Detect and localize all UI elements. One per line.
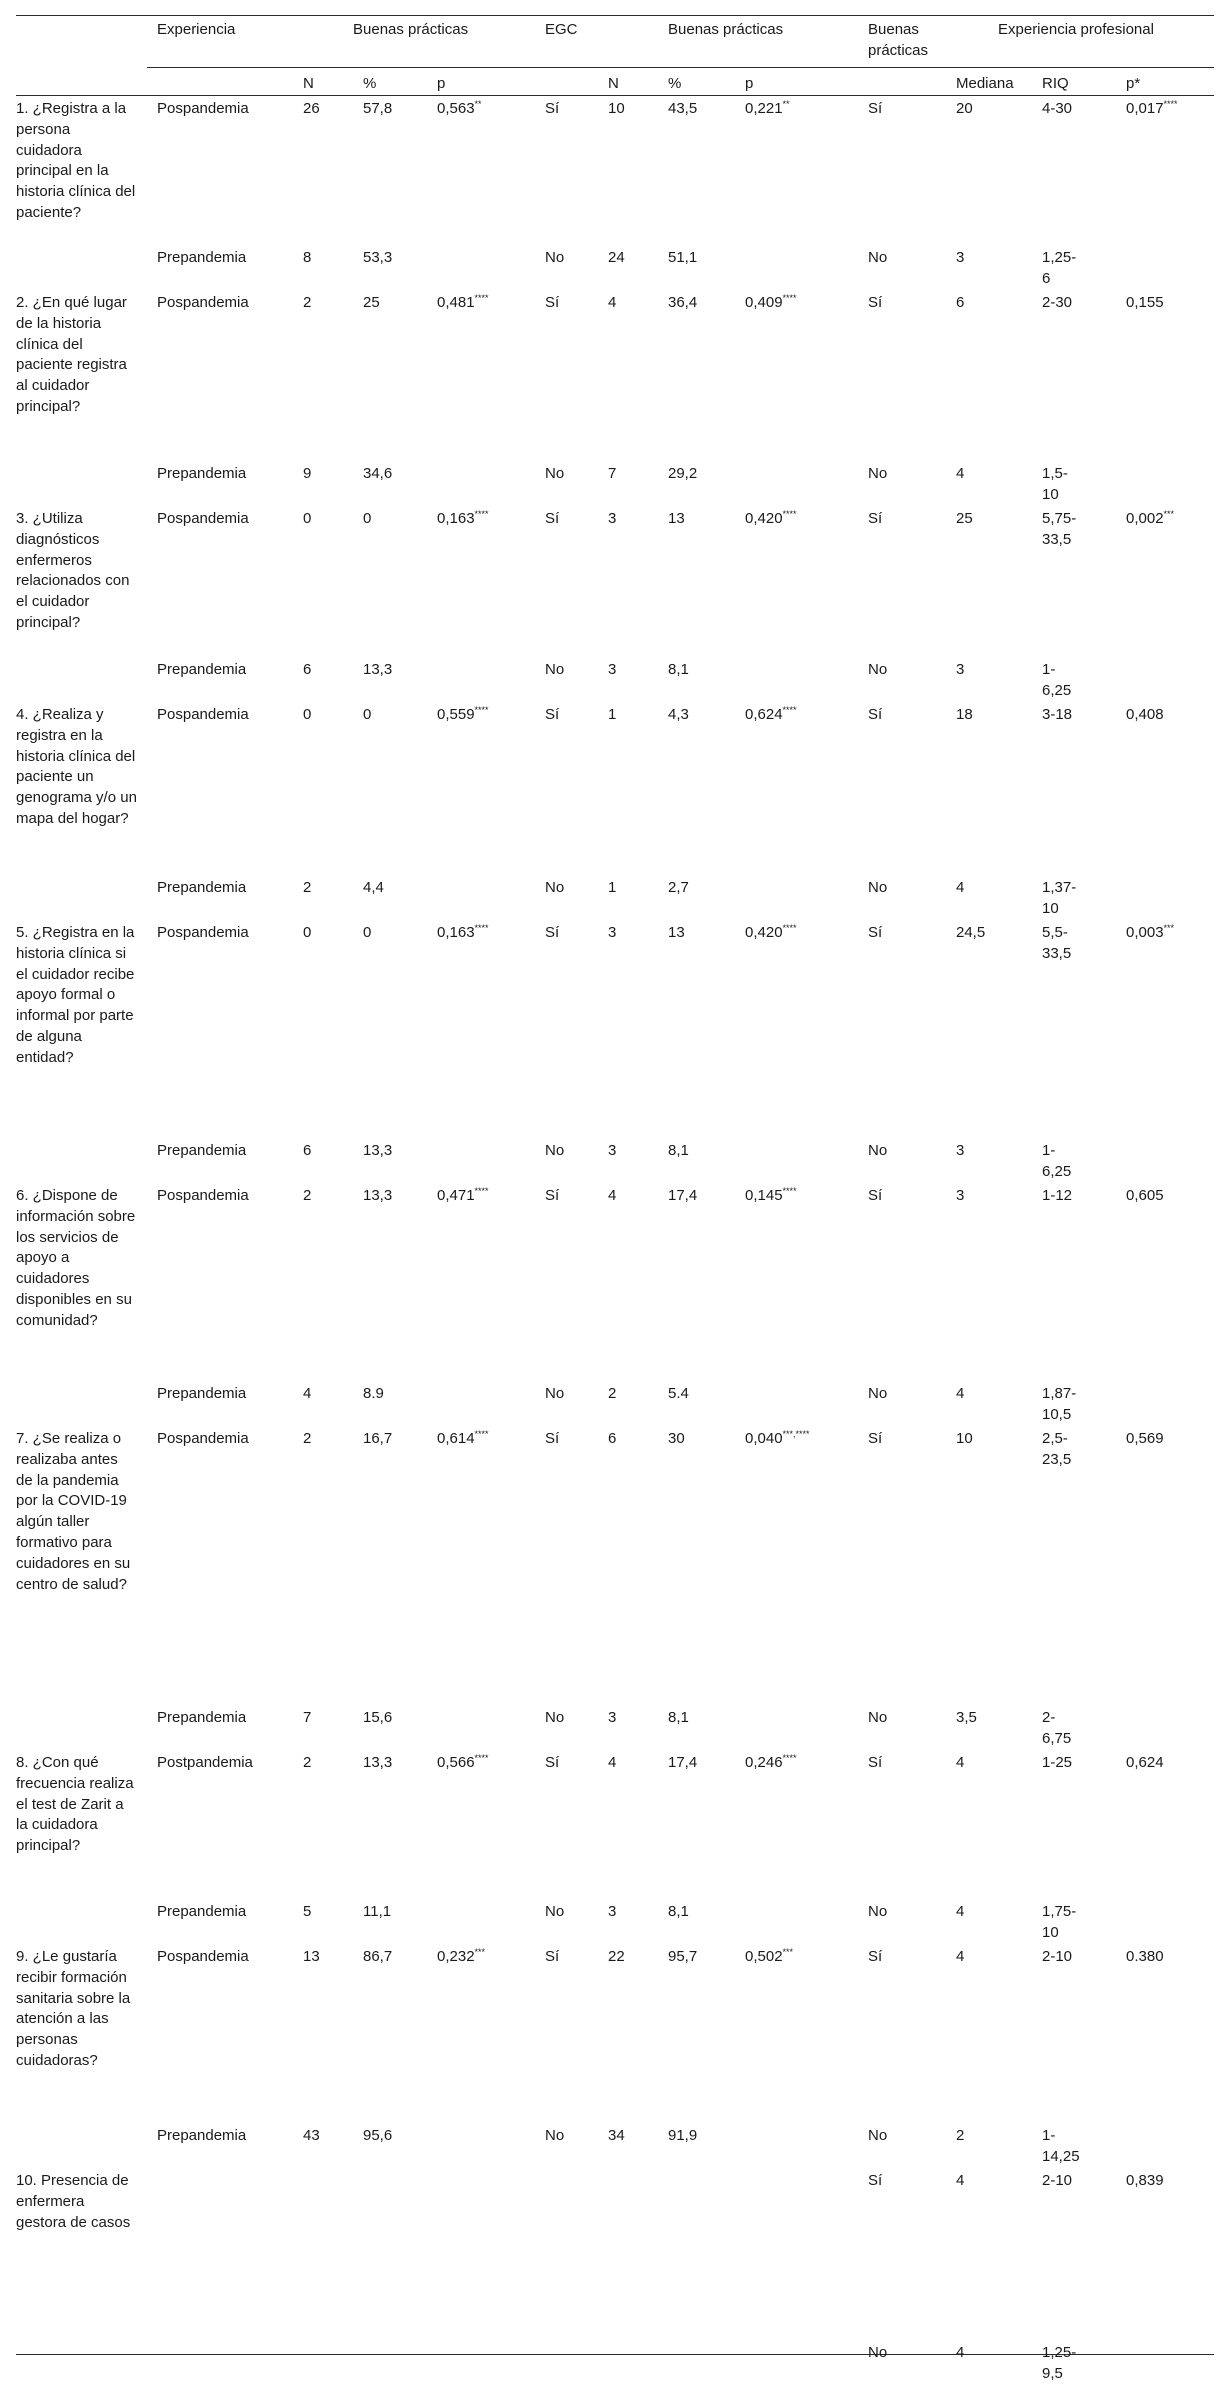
- cell-mediana: 3: [956, 249, 965, 266]
- cell-mediana: 4: [956, 1948, 965, 1965]
- cell-egc: No: [545, 661, 565, 678]
- question-label: 8. ¿Con qué frecuencia realiza el test de Zarit a la cuidadora principal?: [16, 1754, 134, 1855]
- cell-mediana: 20: [956, 100, 973, 117]
- cell-pct-2: 17,4: [668, 1187, 698, 1204]
- cell-buenas-practicas: Sí: [868, 2172, 883, 2189]
- header-bottom-rule: [16, 95, 1214, 96]
- cell-p-1: [437, 1753, 489, 1774]
- question-label: 5. ¿Registra en la historia clínica si el cuidador recibe apoyo formal o informal por parte de alguna entidad?: [16, 924, 135, 1066]
- cell-pct-2: 13: [668, 510, 685, 527]
- cell-pct-2: 13: [668, 924, 685, 941]
- cell-p-1-significance: ****: [474, 923, 489, 933]
- cell-n-2: 4: [608, 1187, 617, 1204]
- header-experiencia: Experiencia: [157, 21, 236, 38]
- cell-p-1-value: 0,559: [437, 706, 475, 723]
- cell-pct-2: 8,1: [668, 1709, 689, 1726]
- cell-p-1: [437, 293, 489, 314]
- cell-pct-1: 0: [363, 510, 372, 527]
- cell-p-1-value: 0,163: [437, 510, 475, 527]
- cell-p-1-significance: ****: [474, 1753, 489, 1763]
- cell-n-2: 3: [608, 1709, 617, 1726]
- cell-p-1: [437, 705, 489, 726]
- cell-egc: Sí: [545, 1754, 560, 1771]
- cell-riq: 1,25-6: [1042, 249, 1077, 287]
- cell-n-2: 2: [608, 1385, 617, 1402]
- cell-p-star: [1126, 923, 1174, 944]
- cell-n-1: 6: [303, 661, 312, 678]
- cell-riq: 1,75-10: [1042, 1903, 1077, 1941]
- cell-mediana: 18: [956, 706, 973, 723]
- cell-riq: 4-30: [1042, 100, 1073, 117]
- cell-experiencia: Pospandemia: [157, 924, 249, 941]
- cell-n-1: 13: [303, 1948, 320, 1965]
- question-label: 10. Presencia de enfermera gestora de casos: [16, 2172, 131, 2231]
- cell-p-1-significance: ****: [474, 293, 489, 303]
- cell-buenas-practicas: No: [868, 249, 888, 266]
- cell-mediana: 3: [956, 1142, 965, 1159]
- cell-experiencia: Prepandemia: [157, 249, 247, 266]
- cell-buenas-practicas: Sí: [868, 706, 883, 723]
- cell-p-star-value: 0,003: [1126, 924, 1164, 941]
- cell-p-1-significance: ***: [474, 1947, 486, 1957]
- cell-p-2-value: 0,420: [745, 510, 783, 527]
- cell-p-star-value: 0,839: [1126, 2172, 1164, 2189]
- cell-pct-1: 15,6: [363, 1709, 393, 1726]
- cell-n-1: 2: [303, 1187, 312, 1204]
- cell-pct-1: 0: [363, 706, 372, 723]
- cell-mediana: 4: [956, 465, 965, 482]
- cell-mediana: 3,5: [956, 1709, 977, 1726]
- cell-riq: 5,5-33,5: [1042, 924, 1072, 962]
- cell-riq: 1-6,25: [1042, 661, 1072, 699]
- cell-egc: No: [545, 249, 565, 266]
- cell-pct-1: 8.9: [363, 1385, 384, 1402]
- cell-pct-2: 8,1: [668, 1903, 689, 1920]
- cell-n-1: 26: [303, 100, 320, 117]
- cell-p-star: [1126, 1429, 1164, 1450]
- cell-p-2: [745, 99, 790, 120]
- cell-p-star-value: 0,408: [1126, 706, 1164, 723]
- cell-p-star: [1126, 1947, 1164, 1968]
- cell-n-1: 9: [303, 465, 312, 482]
- header-p-2: p: [745, 75, 754, 92]
- cell-n-1: 5: [303, 1903, 312, 1920]
- cell-buenas-practicas: No: [868, 1709, 888, 1726]
- cell-p-2-significance: ****: [782, 293, 797, 303]
- cell-p-star-significance: ***: [1163, 509, 1175, 519]
- cell-riq: 1-6,25: [1042, 1142, 1072, 1180]
- cell-p-1: [437, 1947, 485, 1968]
- cell-pct-1: 95,6: [363, 2127, 393, 2144]
- cell-egc: Sí: [545, 100, 560, 117]
- cell-p-1: [437, 923, 489, 944]
- cell-n-2: 7: [608, 465, 617, 482]
- cell-egc: Sí: [545, 706, 560, 723]
- header-buenas-practicas-1: Buenas prácticas: [353, 21, 469, 38]
- cell-p-1-significance: **: [474, 99, 482, 109]
- cell-experiencia: Pospandemia: [157, 510, 249, 527]
- cell-egc: No: [545, 1903, 565, 1920]
- cell-pct-1: 0: [363, 924, 372, 941]
- question-label: 9. ¿Le gustaría recibir formación sanitaria sobre la atención a las personas cuidadoras?: [16, 1948, 131, 2069]
- cell-riq: 1,5-10: [1042, 465, 1068, 503]
- header-mediana: Mediana: [956, 75, 1014, 92]
- cell-experiencia: Prepandemia: [157, 1709, 247, 1726]
- cell-buenas-practicas: Sí: [868, 510, 883, 527]
- cell-n-2: 3: [608, 661, 617, 678]
- header-p-star: p*: [1126, 75, 1141, 92]
- cell-buenas-practicas: Sí: [868, 1754, 883, 1771]
- cell-n-2: 1: [608, 879, 617, 896]
- cell-n-1: 0: [303, 706, 312, 723]
- cell-p-star-significance: ****: [1163, 99, 1178, 109]
- cell-n-2: 3: [608, 1142, 617, 1159]
- cell-egc: Sí: [545, 1430, 560, 1447]
- cell-mediana: 25: [956, 510, 973, 527]
- cell-experiencia: Pospandemia: [157, 294, 249, 311]
- cell-p-star: [1126, 705, 1164, 726]
- cell-egc: Sí: [545, 1948, 560, 1965]
- data-table: [16, 0, 1214, 2382]
- cell-p-2: [745, 705, 797, 726]
- cell-p-2: [745, 509, 797, 530]
- cell-mediana: 4: [956, 1903, 965, 1920]
- cell-mediana: 3: [956, 1187, 965, 1204]
- question-label: 3. ¿Utiliza diagnósticos enfermeros relacionados con el cuidador principal?: [16, 510, 130, 631]
- cell-riq: 3-18: [1042, 706, 1073, 723]
- cell-buenas-practicas: No: [868, 2127, 888, 2144]
- cell-experiencia: Pospandemia: [157, 1430, 249, 1447]
- cell-pct-2: 8,1: [668, 1142, 689, 1159]
- cell-pct-1: 57,8: [363, 100, 393, 117]
- cell-n-2: 22: [608, 1948, 625, 1965]
- cell-p-2: [745, 293, 797, 314]
- cell-mediana: 2: [956, 2127, 965, 2144]
- cell-riq: 2-6,75: [1042, 1709, 1072, 1747]
- header-riq: RIQ: [1042, 75, 1069, 92]
- cell-p-1-significance: ****: [474, 509, 489, 519]
- cell-pct-1: 11,1: [363, 1903, 392, 1920]
- cell-p-2-significance: ***,****: [782, 1429, 810, 1439]
- cell-riq: 2-10: [1042, 1948, 1073, 1965]
- cell-p-2-value: 0,624: [745, 706, 783, 723]
- cell-egc: Sí: [545, 924, 560, 941]
- cell-buenas-practicas: Sí: [868, 294, 883, 311]
- cell-pct-2: 36,4: [668, 294, 698, 311]
- cell-experiencia: Pospandemia: [157, 706, 249, 723]
- cell-experiencia: Postpandemia: [157, 1754, 253, 1771]
- cell-experiencia: Pospandemia: [157, 1187, 249, 1204]
- cell-mediana: 4: [956, 2172, 965, 2189]
- cell-p-star: [1126, 293, 1164, 314]
- cell-buenas-practicas: Sí: [868, 1948, 883, 1965]
- cell-n-2: 4: [608, 294, 617, 311]
- cell-riq: 1-25: [1042, 1754, 1073, 1771]
- cell-buenas-practicas: No: [868, 879, 888, 896]
- cell-p-star: [1126, 99, 1178, 120]
- cell-buenas-practicas: No: [868, 1385, 888, 1402]
- cell-p-1-significance: ****: [474, 705, 489, 715]
- header-pct-1: %: [363, 75, 377, 92]
- cell-n-2: 10: [608, 100, 625, 117]
- cell-n-2: 34: [608, 2127, 625, 2144]
- cell-riq: 5,75-33,5: [1042, 510, 1077, 548]
- cell-pct-1: 4,4: [363, 879, 384, 896]
- cell-n-1: 2: [303, 879, 312, 896]
- cell-riq: 2-10: [1042, 2172, 1073, 2189]
- cell-n-1: 43: [303, 2127, 320, 2144]
- cell-n-1: 0: [303, 924, 312, 941]
- cell-egc: No: [545, 1142, 565, 1159]
- cell-pct-1: 34,6: [363, 465, 393, 482]
- cell-n-1: 0: [303, 510, 312, 527]
- cell-egc: No: [545, 1385, 565, 1402]
- cell-p-2: [745, 1947, 793, 1968]
- cell-pct-1: 86,7: [363, 1948, 393, 1965]
- cell-experiencia: Prepandemia: [157, 1142, 247, 1159]
- cell-experiencia: Pospandemia: [157, 1948, 249, 1965]
- question-label: 7. ¿Se realiza o realizaba antes de la pandemia por la COVID-19 algún taller formativo para cuidadores en su centro de salud?: [16, 1430, 131, 1593]
- question-label: 1. ¿Registra a la persona cuidadora principal en la historia clínica del paciente?: [16, 100, 136, 221]
- cell-p-2-value: 0,221: [745, 100, 783, 117]
- cell-p-2: [745, 1186, 797, 1207]
- cell-n-1: 6: [303, 1142, 312, 1159]
- cell-p-2-significance: ****: [782, 923, 797, 933]
- cell-p-1-value: 0,163: [437, 924, 475, 941]
- cell-pct-1: 13,3: [363, 1187, 393, 1204]
- cell-egc: No: [545, 465, 565, 482]
- cell-mediana: 24,5: [956, 924, 986, 941]
- cell-p-2-value: 0,040: [745, 1430, 783, 1447]
- cell-egc: No: [545, 2127, 565, 2144]
- cell-mediana: 3: [956, 661, 965, 678]
- cell-p-2-significance: ****: [782, 705, 797, 715]
- header-pct-2: %: [668, 75, 682, 92]
- header-mid-rule: [147, 67, 1214, 68]
- cell-mediana: 4: [956, 879, 965, 896]
- cell-experiencia: Prepandemia: [157, 879, 247, 896]
- cell-pct-2: 4,3: [668, 706, 689, 723]
- cell-buenas-practicas: No: [868, 1142, 888, 1159]
- cell-experiencia: Prepandemia: [157, 661, 247, 678]
- cell-n-2: 3: [608, 924, 617, 941]
- cell-pct-2: 30: [668, 1430, 685, 1447]
- cell-p-star-value: 0,017: [1126, 100, 1164, 117]
- cell-p-2-significance: **: [782, 99, 790, 109]
- cell-buenas-practicas: Sí: [868, 1430, 883, 1447]
- cell-p-star-significance: ***: [1163, 923, 1175, 933]
- cell-p-2-significance: ****: [782, 509, 797, 519]
- cell-n-2: 3: [608, 1903, 617, 1920]
- header-buenas-practicas-3: Buenas prácticas: [868, 21, 929, 59]
- cell-riq: 1-12: [1042, 1187, 1073, 1204]
- cell-pct-2: 5.4: [668, 1385, 689, 1402]
- cell-p-2-significance: ***: [782, 1947, 794, 1957]
- cell-n-2: 6: [608, 1430, 617, 1447]
- cell-p-2-value: 0,502: [745, 1948, 783, 1965]
- cell-p-star: [1126, 2171, 1164, 2192]
- cell-buenas-practicas: Sí: [868, 1187, 883, 1204]
- cell-p-1: [437, 509, 489, 530]
- table-bottom-rule: [16, 2354, 1214, 2355]
- cell-pct-2: 43,5: [668, 100, 698, 117]
- cell-buenas-practicas: No: [868, 1903, 888, 1920]
- question-label: 2. ¿En qué lugar de la historia clínica del paciente registra al cuidador principal?: [16, 294, 127, 415]
- cell-mediana: 6: [956, 294, 965, 311]
- cell-p-star-value: 0,569: [1126, 1430, 1164, 1447]
- cell-p-star: [1126, 509, 1174, 530]
- cell-pct-2: 91,9: [668, 2127, 698, 2144]
- cell-mediana: 4: [956, 2344, 965, 2361]
- cell-p-2: [745, 1429, 810, 1450]
- cell-p-star-value: 0,155: [1126, 294, 1164, 311]
- cell-pct-1: 53,3: [363, 249, 393, 266]
- cell-p-1-value: 0,481: [437, 294, 475, 311]
- cell-egc: No: [545, 1709, 565, 1726]
- cell-buenas-practicas: Sí: [868, 924, 883, 941]
- cell-p-1: [437, 1186, 489, 1207]
- cell-mediana: 4: [956, 1754, 965, 1771]
- cell-buenas-practicas: No: [868, 661, 888, 678]
- cell-pct-2: 8,1: [668, 661, 689, 678]
- cell-egc: Sí: [545, 294, 560, 311]
- cell-p-2-value: 0,246: [745, 1754, 783, 1771]
- cell-p-2-significance: ****: [782, 1753, 797, 1763]
- cell-p-2-value: 0,145: [745, 1187, 783, 1204]
- cell-egc: Sí: [545, 1187, 560, 1204]
- cell-p-star: [1126, 1753, 1164, 1774]
- cell-riq: 1-14,25: [1042, 2127, 1080, 2165]
- cell-experiencia: Prepandemia: [157, 1903, 247, 1920]
- cell-p-star-value: 0.380: [1126, 1948, 1164, 1965]
- cell-p-star: [1126, 1186, 1164, 1207]
- cell-pct-2: 2,7: [668, 879, 689, 896]
- header-buenas-practicas-2: Buenas prácticas: [668, 21, 784, 38]
- cell-p-1-value: 0,614: [437, 1430, 475, 1447]
- cell-p-1-significance: ****: [474, 1186, 489, 1196]
- cell-experiencia: Prepandemia: [157, 1385, 247, 1402]
- question-label: 6. ¿Dispone de información sobre los servicios de apoyo a cuidadores disponibles en su comunidad?: [16, 1187, 136, 1329]
- cell-buenas-practicas: Sí: [868, 100, 883, 117]
- cell-p-star-value: 0,624: [1126, 1754, 1164, 1771]
- question-label: 4. ¿Realiza y registra en la historia clínica del paciente un genograma y/o un mapa del hogar?: [16, 706, 137, 827]
- cell-p-1-value: 0,566: [437, 1754, 475, 1771]
- cell-pct-1: 25: [363, 294, 380, 311]
- header-experiencia-profesional: Experiencia profesional: [998, 21, 1154, 38]
- header-n-1: N: [303, 75, 314, 92]
- cell-experiencia: Prepandemia: [157, 2127, 247, 2144]
- cell-egc: No: [545, 879, 565, 896]
- cell-pct-2: 17,4: [668, 1754, 698, 1771]
- cell-pct-1: 13,3: [363, 1142, 393, 1159]
- cell-buenas-practicas: No: [868, 465, 888, 482]
- cell-experiencia: Prepandemia: [157, 465, 247, 482]
- cell-p-2-value: 0,409: [745, 294, 783, 311]
- cell-p-2-value: 0,420: [745, 924, 783, 941]
- cell-mediana: 4: [956, 1385, 965, 1402]
- cell-egc: Sí: [545, 510, 560, 527]
- cell-pct-2: 95,7: [668, 1948, 698, 1965]
- cell-pct-1: 13,3: [363, 1754, 393, 1771]
- cell-p-2-significance: ****: [782, 1186, 797, 1196]
- cell-n-1: 2: [303, 294, 312, 311]
- cell-p-1-value: 0,232: [437, 1948, 475, 1965]
- cell-p-star-value: 0,002: [1126, 510, 1164, 527]
- cell-n-1: 2: [303, 1430, 312, 1447]
- header-egc: EGC: [545, 21, 578, 38]
- cell-riq: 2-30: [1042, 294, 1073, 311]
- cell-n-1: 2: [303, 1754, 312, 1771]
- header-p-1: p: [437, 75, 446, 92]
- cell-p-2: [745, 923, 797, 944]
- cell-p-1: [437, 99, 482, 120]
- cell-n-1: 7: [303, 1709, 312, 1726]
- cell-riq: 1,37-10: [1042, 879, 1077, 917]
- cell-experiencia: Pospandemia: [157, 100, 249, 117]
- cell-pct-1: 16,7: [363, 1430, 393, 1447]
- cell-p-1-value: 0,563: [437, 100, 475, 117]
- cell-p-1: [437, 1429, 489, 1450]
- cell-riq: 2,5-23,5: [1042, 1430, 1072, 1468]
- cell-pct-2: 29,2: [668, 465, 698, 482]
- cell-p-1-significance: ****: [474, 1429, 489, 1439]
- cell-n-2: 3: [608, 510, 617, 527]
- cell-riq: 1,87-10,5: [1042, 1385, 1077, 1423]
- header-n-2: N: [608, 75, 619, 92]
- cell-n-1: 8: [303, 249, 312, 266]
- cell-pct-2: 51,1: [668, 249, 698, 266]
- cell-p-1-value: 0,471: [437, 1187, 475, 1204]
- cell-p-2: [745, 1753, 797, 1774]
- cell-n-2: 1: [608, 706, 617, 723]
- cell-mediana: 10: [956, 1430, 973, 1447]
- cell-n-1: 4: [303, 1385, 312, 1402]
- cell-p-star-value: 0,605: [1126, 1187, 1164, 1204]
- cell-pct-1: 13,3: [363, 661, 393, 678]
- table-top-rule: [16, 15, 1214, 16]
- cell-buenas-practicas: No: [868, 2344, 888, 2361]
- cell-n-2: 4: [608, 1754, 617, 1771]
- cell-riq: 1,25-9,5: [1042, 2344, 1077, 2382]
- cell-n-2: 24: [608, 249, 625, 266]
